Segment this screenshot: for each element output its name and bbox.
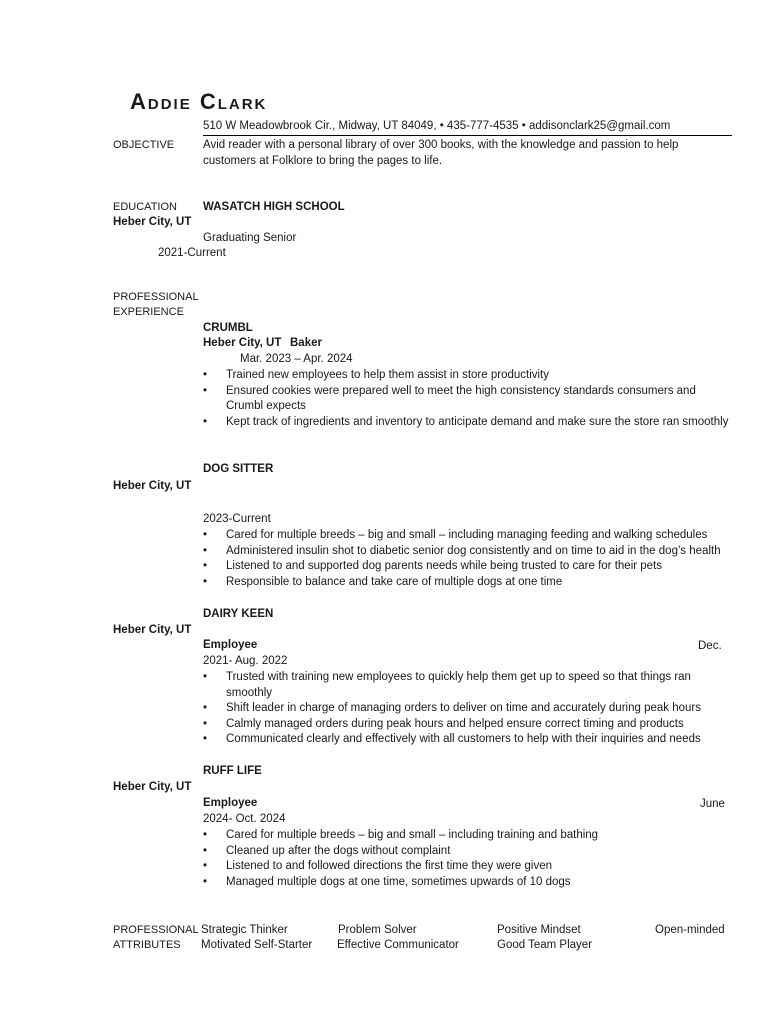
- job-company: DOG SITTER: [203, 463, 274, 475]
- bullet-item: • Kept track of ingredients and inventory to anticipate demand and make sure the store ran smoothly: [203, 415, 733, 431]
- resume-name: Addie Clark: [130, 89, 268, 114]
- job-title: Baker: [290, 337, 322, 349]
- bullet-item: • Trusted with training new employees to quickly help them get up to speed so that things ran smoothly: [203, 670, 733, 701]
- job-start-month: June: [700, 798, 725, 810]
- bullet-item: • Administered insulin shot to diabetic senior dog consistently and on time to aid in the dog’s health: [203, 544, 743, 560]
- job-bullets: [203, 368, 733, 430]
- job-title: Employee: [203, 797, 258, 809]
- job-bullets: [203, 828, 733, 890]
- job-location: Heber City, UT: [113, 480, 192, 492]
- job-location: Heber City, UT: [113, 624, 192, 636]
- job-company: DAIRY KEEN: [203, 608, 274, 620]
- bullet-item: • Calmly managed orders during peak hours and helped ensure correct timing and products: [203, 717, 733, 733]
- job-company: CRUMBL: [203, 322, 253, 334]
- education-label: EDUCATION: [113, 201, 177, 213]
- bullet-item: • Communicated clearly and effectively with all customers to help with their inquiries and needs: [203, 732, 733, 748]
- job-dates: Mar. 2023 – Apr. 2024: [240, 353, 353, 365]
- bullet-item: • Listened to and supported dog parents needs while being trusted to care for their pets: [203, 559, 743, 575]
- job-company: RUFF LIFE: [203, 765, 262, 777]
- bullet-item: • Cleaned up after the dogs without complaint: [203, 844, 733, 860]
- attribute-item: Effective Communicator: [337, 939, 459, 951]
- experience-label-line2: EXPERIENCE: [113, 306, 184, 318]
- job-bullets: [203, 528, 743, 590]
- bullet-item: • Listened to and followed directions the first time they were given: [203, 859, 733, 875]
- bullet-item: • Responsible to balance and take care of multiple dogs at one time: [203, 575, 743, 591]
- experience-label-line1: PROFESSIONAL: [113, 291, 199, 303]
- job-dates: 2021- Aug. 2022: [203, 655, 288, 667]
- job-bullets: [203, 670, 733, 748]
- education-school: WASATCH HIGH SCHOOL: [203, 201, 345, 213]
- contact-line: 510 W Meadowbrook Cir., Midway, UT 84049, • 435-777-4535 • addisonclark25@gmail.com: [203, 120, 671, 132]
- attribute-item: Open-minded: [655, 924, 725, 936]
- attribute-item: Problem Solver: [338, 924, 417, 936]
- attribute-item: Strategic Thinker: [201, 924, 288, 936]
- bullet-item: • Managed multiple dogs at one time, sometimes upwards of 10 dogs: [203, 875, 733, 891]
- job-start-month: Dec.: [698, 640, 722, 652]
- bullet-item: • Trained new employees to help them assist in store productivity: [203, 368, 733, 384]
- attributes-label-line1: PROFESSIONAL: [113, 924, 199, 936]
- job-dates: 2024- Oct. 2024: [203, 813, 286, 825]
- education-status: Graduating Senior: [203, 232, 297, 244]
- objective-text: Avid reader with a personal library of over 300 books, with the knowledge and passion to help customers at Folklore to bring the pages to life.: [203, 139, 679, 167]
- attribute-item: Good Team Player: [497, 939, 593, 951]
- job-location: Heber City, UT: [113, 781, 192, 793]
- job-title: Employee: [203, 639, 258, 651]
- attributes-label-line2: ATTRIBUTES: [113, 939, 181, 951]
- header-divider: [203, 135, 732, 136]
- bullet-item: • Shift leader in charge of managing orders to deliver on time and accurately during peak hours: [203, 701, 733, 717]
- education-dates: 2021-Current: [158, 247, 226, 259]
- bullet-item: • Cared for multiple breeds – big and small – including training and bathing: [203, 828, 733, 844]
- objective-label: OBJECTIVE: [113, 139, 175, 151]
- job-location: Heber City, UT: [203, 337, 282, 349]
- bullet-item: • Ensured cookies were prepared well to meet the high consistency standards consumers and Crumbl expects: [203, 384, 733, 415]
- attribute-item: Motivated Self-Starter: [201, 939, 313, 951]
- job-dates: 2023-Current: [203, 513, 271, 525]
- bullet-item: • Cared for multiple breeds – big and small – including managing feeding and walking schedules: [203, 528, 743, 544]
- education-location: Heber City, UT: [113, 216, 192, 228]
- attribute-item: Positive Mindset: [497, 924, 581, 936]
